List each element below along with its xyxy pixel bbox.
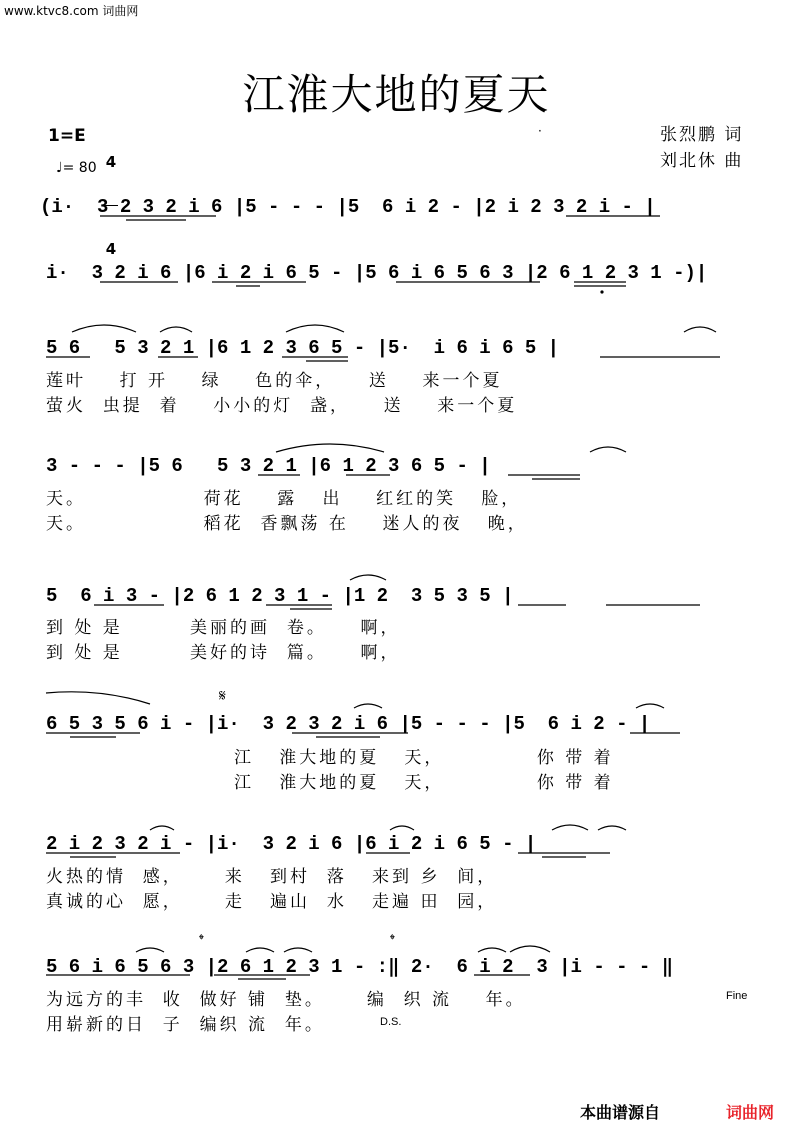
lyric-line: 江 淮大地的夏 天， 你 带 着 bbox=[234, 748, 614, 768]
lyric-line: 火热的情 感， 来 到村 落 来到 乡 间， bbox=[46, 867, 498, 887]
score-line: 5 6 i 6 5 6 3 |2 6 1 2 3 1 - :‖ 2· 6 i 2 3 |i - - - ‖ bbox=[46, 956, 674, 978]
tempo-value: = 80 bbox=[62, 160, 97, 176]
lyric-line: 真诚的心 愿， 走 遍山 水 走遍 田 园， bbox=[46, 892, 498, 912]
lyric-line: 天。 稻花 香飘荡 在 迷人的夜 晚， bbox=[46, 514, 528, 534]
slur bbox=[284, 948, 312, 952]
quarter-note-icon: ♩ bbox=[56, 160, 63, 176]
fine-marking: Fine bbox=[726, 990, 748, 1002]
slur bbox=[478, 948, 506, 952]
lyric-line: 莲叶 打 开 绿 色的伞， 送 来一个夏 bbox=[46, 371, 503, 391]
song-title: 江淮大地的夏天 bbox=[242, 70, 551, 119]
segno-sign: 𝄋 bbox=[219, 686, 226, 705]
score-line: 6 5 3 5 6 i - |i· 3 2 3 2 i 6 |5 - - - |5 6 i 2 - | bbox=[46, 713, 651, 735]
slur bbox=[390, 826, 414, 830]
lyric-line: 到 处 是 美丽的画 卷。 啊， bbox=[46, 618, 401, 638]
slur bbox=[684, 327, 716, 332]
slur bbox=[552, 825, 588, 830]
footer-site-link[interactable]: 词曲网 bbox=[726, 1103, 775, 1122]
lyric-line: 到 处 是 美好的诗 篇。 啊， bbox=[46, 643, 401, 663]
score-line: 5 6 5 3 2 1 |6 1 2 3 6 5 - |5· i 6 i 6 5 | bbox=[46, 337, 560, 359]
slur bbox=[286, 325, 344, 332]
lyric-line: 江 淮大地的夏 天， 你 带 着 bbox=[234, 773, 614, 793]
slur bbox=[350, 575, 386, 580]
slur bbox=[510, 946, 550, 952]
footer-source: 本曲谱源自 bbox=[580, 1103, 661, 1122]
score-line: 3 - - - |5 6 5 3 2 1 |6 1 2 3 6 5 - | bbox=[46, 455, 491, 477]
slur bbox=[246, 948, 274, 952]
score-line: 2 i 2 3 2 i - |i· 3 2 i 6 |6 i 2 i 6 5 - | bbox=[46, 833, 537, 855]
lyric-line: 为远方的丰 收 做好 铺 垫。 编 织 流 年。 bbox=[46, 990, 526, 1010]
stray-dot: · bbox=[538, 124, 542, 138]
site-watermark[interactable]: www.ktvc8.com 词曲网 bbox=[4, 4, 139, 18]
slur bbox=[354, 704, 382, 708]
lyric-line: 用崭新的日 子 编织 流 年。 bbox=[46, 1015, 325, 1035]
slur bbox=[136, 948, 164, 952]
coda-sign: 𝄌 bbox=[199, 932, 204, 948]
score-line: i· 3 2 i 6 |6 i 2 i 6 5 - |5 6 i 6 5 6 3 |2 6 1 2 3 1 -)| bbox=[46, 262, 708, 284]
lyricist-credit: 张烈鹏 词 bbox=[660, 125, 744, 145]
score-line: (i· 3 2 3 2 i 6 |5 - - - |5 6 i 2 - |2 i 2 3 2 i - | bbox=[40, 196, 656, 218]
slur bbox=[590, 447, 626, 452]
slur bbox=[160, 327, 192, 332]
score-line: 5 6 i 3 - |2 6 1 2 3 1 - |1 2 3 5 3 5 | bbox=[46, 585, 514, 607]
slur bbox=[72, 325, 136, 332]
slur bbox=[636, 704, 664, 708]
slur bbox=[46, 692, 150, 704]
composer-credit: 刘北休 曲 bbox=[660, 151, 744, 171]
key-signature: 1=E bbox=[48, 126, 86, 146]
lyric-line: 萤火 虫提 着 小小的灯 盏， 送 来一个夏 bbox=[46, 396, 518, 416]
slur bbox=[150, 826, 174, 830]
slur bbox=[276, 444, 384, 452]
lyric-line: 天。 荷花 露 出 红红的笑 脸， bbox=[46, 489, 522, 509]
time-signature-bottom: 4 bbox=[105, 240, 117, 258]
slur bbox=[598, 826, 626, 830]
coda-sign: 𝄌 bbox=[390, 932, 395, 948]
time-signature-top: 4 bbox=[105, 153, 117, 171]
ds-marking: D.S. bbox=[380, 1016, 402, 1028]
